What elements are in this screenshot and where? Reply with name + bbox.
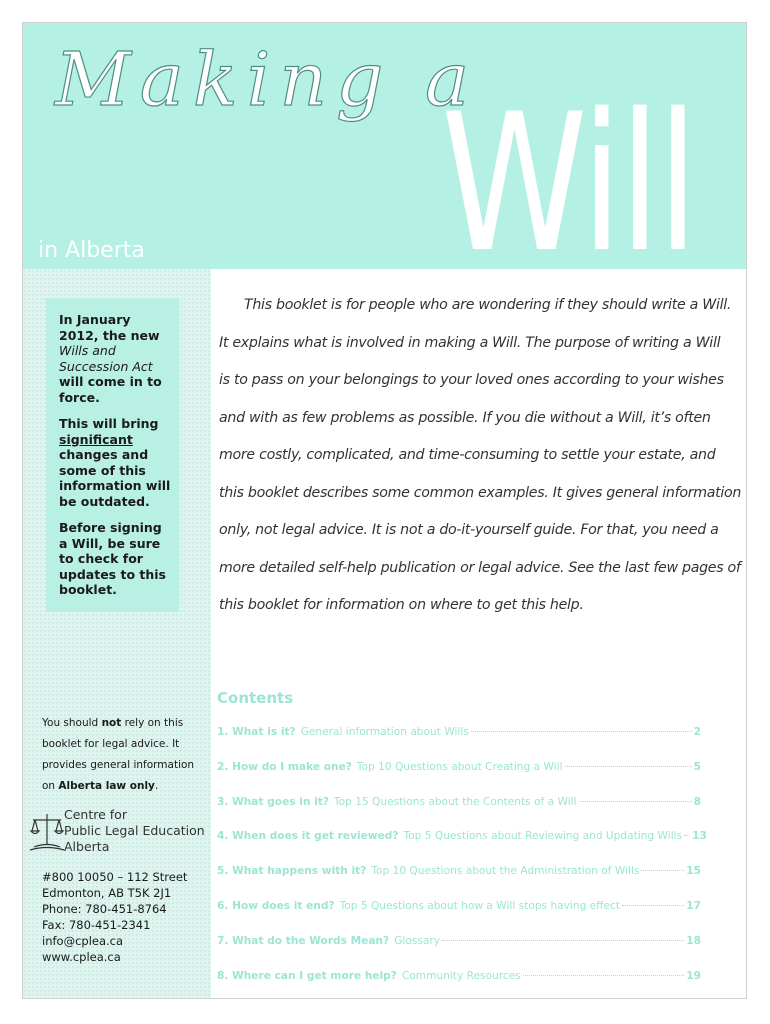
notice-box bbox=[46, 298, 179, 612]
website-link[interactable]: www.cplea.ca bbox=[42, 950, 121, 964]
phone: Phone: 780-451-8764 bbox=[42, 902, 167, 916]
scales-of-justice-icon bbox=[30, 811, 64, 851]
toc-entry[interactable]: 2. How do I make one? Top 10 Questions about Creating a Will 5 bbox=[217, 760, 701, 773]
toc-entry[interactable]: 1. What is it? General information about Wills 2 bbox=[217, 726, 701, 738]
toc-leader bbox=[442, 940, 684, 941]
organization-name: Centre for Public Legal Education Alberta bbox=[64, 807, 205, 854]
intro-line: is to pass on your belongings to your loved ones according to your wishes bbox=[219, 372, 724, 388]
address-line-2: Edmonton, AB T5K 2J1 bbox=[42, 886, 172, 900]
intro-line: this booklet describes some common examples. It gives general information bbox=[219, 484, 742, 501]
toc-leader bbox=[565, 766, 692, 767]
toc-leader bbox=[684, 835, 690, 836]
toc-leader bbox=[622, 905, 684, 906]
email-link[interactable]: info@cplea.ca bbox=[42, 934, 124, 948]
toc-entry[interactable]: 7. What do the Words Mean? Glossary 18 bbox=[217, 934, 701, 947]
toc-leader bbox=[579, 801, 692, 802]
table-of-contents bbox=[217, 726, 707, 1004]
fax: Fax: 780-451-2341 bbox=[42, 918, 151, 932]
address-line-1: #800 10050 – 112 Street bbox=[42, 870, 188, 884]
intro-line: It explains what is involved in making a Will. The purpose of writing a Will bbox=[219, 334, 721, 351]
intro-line: This booklet is for people who are wondering if they should write a Will. bbox=[244, 297, 732, 313]
notice-paragraph-3: Before signing a Will, be sure to check for updates to this booklet. bbox=[59, 520, 166, 597]
toc-leader bbox=[641, 870, 684, 871]
title-will: Will bbox=[441, 73, 696, 294]
toc-entry[interactable]: 5. What happens with it? Top 10 Questions about the Administration of Wills 15 bbox=[217, 865, 701, 878]
intro-line: only, not legal advice. It is not a do-it-yourself guide. For that, you need a bbox=[219, 522, 719, 538]
intro-line: more costly, complicated, and time-consuming to settle your estate, and bbox=[219, 447, 716, 463]
contact-info bbox=[42, 869, 187, 965]
intro-line: more detailed self-help publication or legal advice. See the last few pages of bbox=[219, 559, 741, 576]
disclaimer: You should not rely on this booklet for legal advice. It provides general information on Alberta law only. bbox=[42, 717, 195, 792]
toc-leader bbox=[471, 731, 692, 732]
toc-entry[interactable]: 4. When does it get reviewed? Top 5 Questions about Reviewing and Updating Wills 13 bbox=[217, 830, 707, 843]
toc-leader bbox=[523, 975, 685, 976]
organization-logo bbox=[30, 807, 208, 857]
title-making-a: Making a bbox=[55, 37, 479, 123]
contents-heading: Contents bbox=[217, 689, 294, 707]
toc-entry[interactable]: 8. Where can I get more help? Community Resources 19 bbox=[217, 969, 701, 982]
notice-paragraph-1: In January 2012, the new Wills and Succession Act will come in to force. bbox=[59, 312, 162, 405]
notice-paragraph-2: This will bring significant changes and some of this information will be outdated. bbox=[59, 416, 171, 509]
subtitle-in-alberta: in Alberta bbox=[38, 238, 145, 263]
toc-entry[interactable]: 6. How does it end? Top 5 Questions about how a Will stops having effect 17 bbox=[217, 899, 701, 912]
intro-line: and with as few problems as possible. If you die without a Will, it’s often bbox=[219, 409, 711, 426]
toc-entry[interactable]: 3. What goes in it? Top 15 Questions about the Contents of a Will 8 bbox=[217, 795, 701, 808]
intro-line: this booklet for information on where to get this help. bbox=[219, 597, 584, 613]
intro-paragraph bbox=[219, 293, 742, 631]
header-band bbox=[23, 23, 746, 294]
